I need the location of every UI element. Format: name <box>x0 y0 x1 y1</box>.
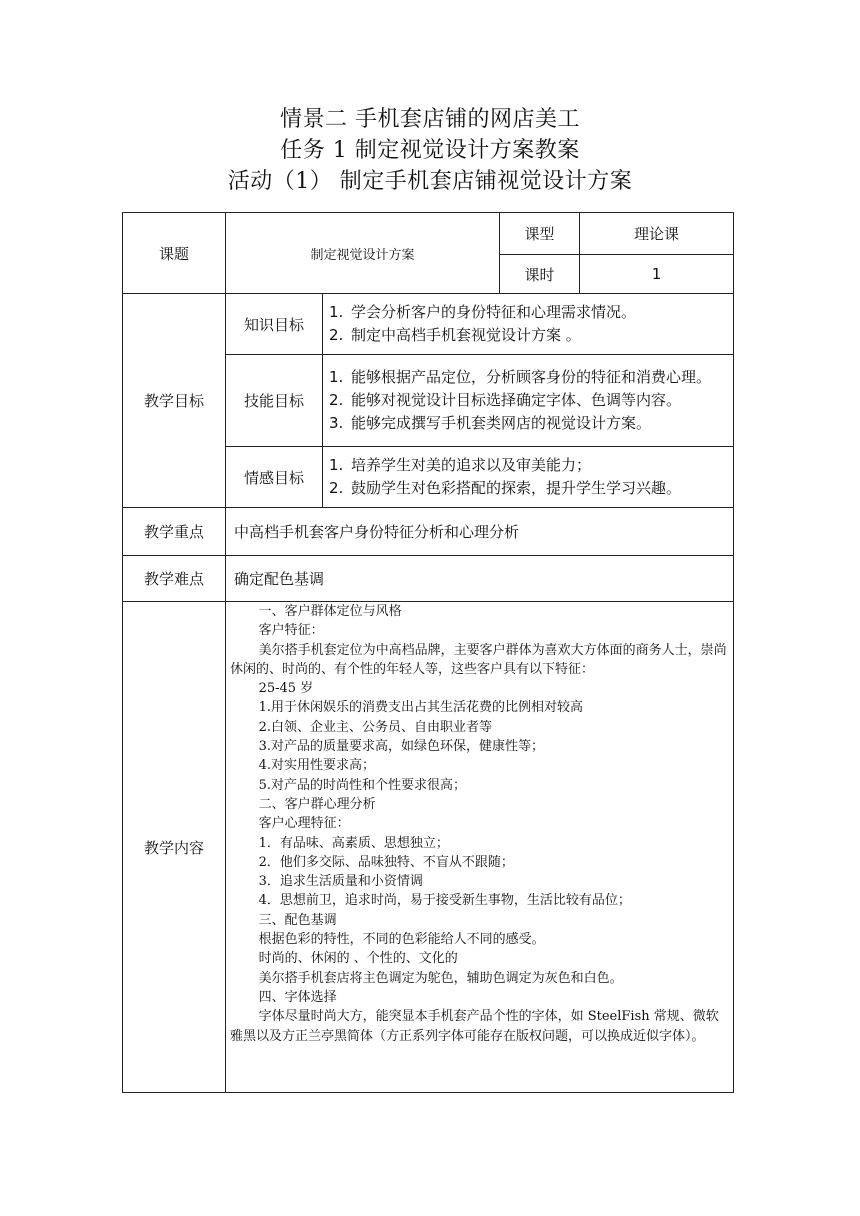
task-title: 任务 1 制定视觉设计方案教案 <box>280 138 580 163</box>
skill-goal-list <box>323 355 734 447</box>
content-heading: 四、字体选择 <box>258 989 337 1005</box>
content-line: 4.对实用性要求高； <box>258 758 375 774</box>
document-titles <box>0 104 860 197</box>
content-line: 4．思想前卫，追求时尚，易于接受新生事物，生活比较有品位； <box>258 893 631 909</box>
list-item: 2. 鼓励学生对色彩搭配的探索，提升学生学习兴趣。 <box>329 479 682 497</box>
content-paragraph: 字体尽量时尚大方，能突显本手机套产品个性的字体，如 SteelFish 常规、微软雅黑以及方正兰亭黑简体（方正系列字体可能存在版权问题，可以换成近似字体）。 <box>230 1009 719 1044</box>
emotion-goal-label: 情感目标 <box>226 447 323 508</box>
scenario-title: 情景二 手机套店铺的网店美工 <box>280 107 580 132</box>
content-line: 时尚的、休闲的 、个性的、文化的 <box>258 951 458 967</box>
content-heading: 一、客户群体定位与风格 <box>258 604 402 619</box>
list-item: 2. 能够对视觉设计目标选择确定字体、色调等内容。 <box>329 391 682 409</box>
content-line: 美尔搭手机套店将主色调定为鸵色，辅助色调定为灰色和白色。 <box>258 970 623 986</box>
content-line: 1.用于休闲娱乐的消费支出占其生活花费的比例相对较高 <box>258 700 583 716</box>
type-value: 理论课 <box>580 213 734 255</box>
teaching-content <box>226 602 734 1093</box>
list-item: 2. 制定中高档手机套视觉设计方案 。 <box>329 326 581 344</box>
topic-label: 课题 <box>123 213 226 294</box>
skill-goal-label: 技能目标 <box>226 355 323 447</box>
knowledge-goal-label: 知识目标 <box>226 294 323 355</box>
difficulty-value: 确定配色基调 <box>226 556 734 602</box>
goals-label: 教学目标 <box>123 294 226 508</box>
content-line: 3.对产品的质量要求高，如绿色环保，健康性等； <box>258 739 544 755</box>
content-heading: 三、配色基调 <box>258 912 337 928</box>
difficulty-label: 教学难点 <box>123 556 226 602</box>
list-item: 1. 培养学生对美的追求以及审美能力； <box>329 456 592 474</box>
content-line: 客户心理特征： <box>258 816 350 832</box>
hours-value: 1 <box>580 255 734 294</box>
content-line: 根据色彩的特性，不同的色彩能给人不同的感受。 <box>258 932 545 948</box>
content-line: 2．他们多交际、品味独特、不盲从不跟随； <box>258 854 514 870</box>
content-label: 教学内容 <box>123 602 226 1093</box>
key-point-value: 中高档手机套客户身份特征分析和心理分析 <box>226 508 734 556</box>
hours-label: 课时 <box>500 255 580 294</box>
activity-title: 活动（1） 制定手机套店铺视觉设计方案 <box>227 169 633 194</box>
content-line: 1．有品味、高素质、思想独立； <box>258 835 449 851</box>
lesson-plan-table <box>122 212 734 1093</box>
list-item: 3. 能够完成撰写手机套类网店的视觉设计方案。 <box>329 414 652 432</box>
content-line: 5.对产品的时尚性和个性要求很高； <box>258 777 466 793</box>
list-item: 1. 能够根据产品定位，分析顾客身份的特征和消费心理。 <box>329 368 712 386</box>
list-item: 1. 学会分析客户的身份特征和心理需求情况。 <box>329 303 637 321</box>
content-line: 2.白领、企业主、公务员、自由职业者等 <box>258 719 492 735</box>
emotion-goal-list <box>323 447 734 508</box>
content-heading: 二、客户群心理分析 <box>258 796 376 812</box>
content-paragraph: 美尔搭手机套定位为中高档品牌，主要客户群体为喜欢大方体面的商务人士，崇尚休闲的、时尚的、有个性的年轻人等，这些客户具有以下特征： <box>230 642 727 677</box>
content-line: 25-45 岁 <box>258 681 314 697</box>
topic-value: 制定视觉设计方案 <box>226 213 500 294</box>
knowledge-goal-list <box>323 294 734 355</box>
key-point-label: 教学重点 <box>123 508 226 556</box>
type-label: 课型 <box>500 213 580 255</box>
content-line: 客户特征： <box>258 623 324 639</box>
content-line: 3．追求生活质量和小资情调 <box>258 874 423 890</box>
